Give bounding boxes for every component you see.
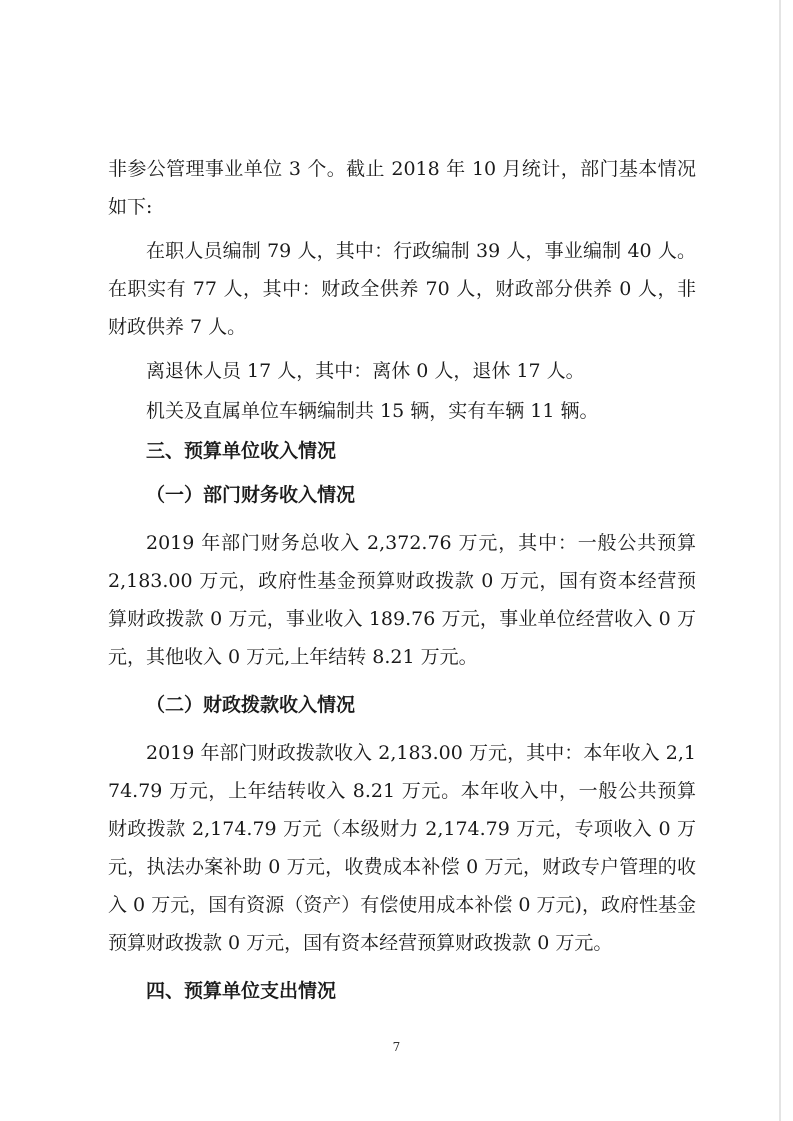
paragraph-vehicles: 机关及直属单位车辆编制共 15 辆，实有车辆 11 辆。 [146, 400, 599, 422]
paragraph-unit-summary: 非参公管理事业单位 3 个。截止 2018 年 10 月统计，部门基本情况如下: [108, 158, 696, 218]
section-heading-income: 三、预算单位收入情况 [146, 440, 337, 462]
page-number: 7 [392, 1040, 401, 1054]
section-heading-expenditure: 四、预算单位支出情况 [146, 980, 337, 1002]
document-body [108, 150, 696, 1016]
page-edge-shadow [779, 0, 781, 1121]
subsection-heading-appropriation-income: （二）财政拨款收入情况 [146, 694, 356, 716]
paragraph-retirees: 离退休人员 17 人，其中：离休 0 人，退休 17 人。 [146, 360, 585, 382]
paragraph-staffing: 在职人员编制 79 人，其中：行政编制 39 人，事业编制 40 人。在职实有 77 人，其中：财政全供养 70 人，财政部分供养 0 人，非财政供养 7 人。 [108, 240, 696, 338]
paragraph-financial-income: 2019 年部门财务总收入 2,372.76 万元，其中：一般公共预算 2,183.00 万元，政府性基金预算财政拨款 0 万元，国有资本经营预算财政拨款 0 万元，事业收入 189.76 万元，事业单位经营收入 0 万元，其他收入 0 万元,上年结转 8.21 万元。 [108, 532, 696, 668]
paragraph-appropriation-income: 2019 年部门财政拨款收入 2,183.00 万元，其中：本年收入 2,174.79 万元，上年结转收入 8.21 万元。本年收入中，一般公共预算财政拨款 2,174.79 万元（本级财力 2,174.79 万元，专项收入 0 万元，执法办案补助 0 万元，收费成本补偿 0 万元，财政专户管理的收入 0 万元，国有资源（资产）有偿使用成本补偿 0 万元)，政府性基金预算财政拨款 0 万元，国有资本经营预算财政拨款 0 万元。 [108, 742, 696, 954]
subsection-heading-financial-income: （一）部门财务收入情况 [146, 484, 356, 506]
